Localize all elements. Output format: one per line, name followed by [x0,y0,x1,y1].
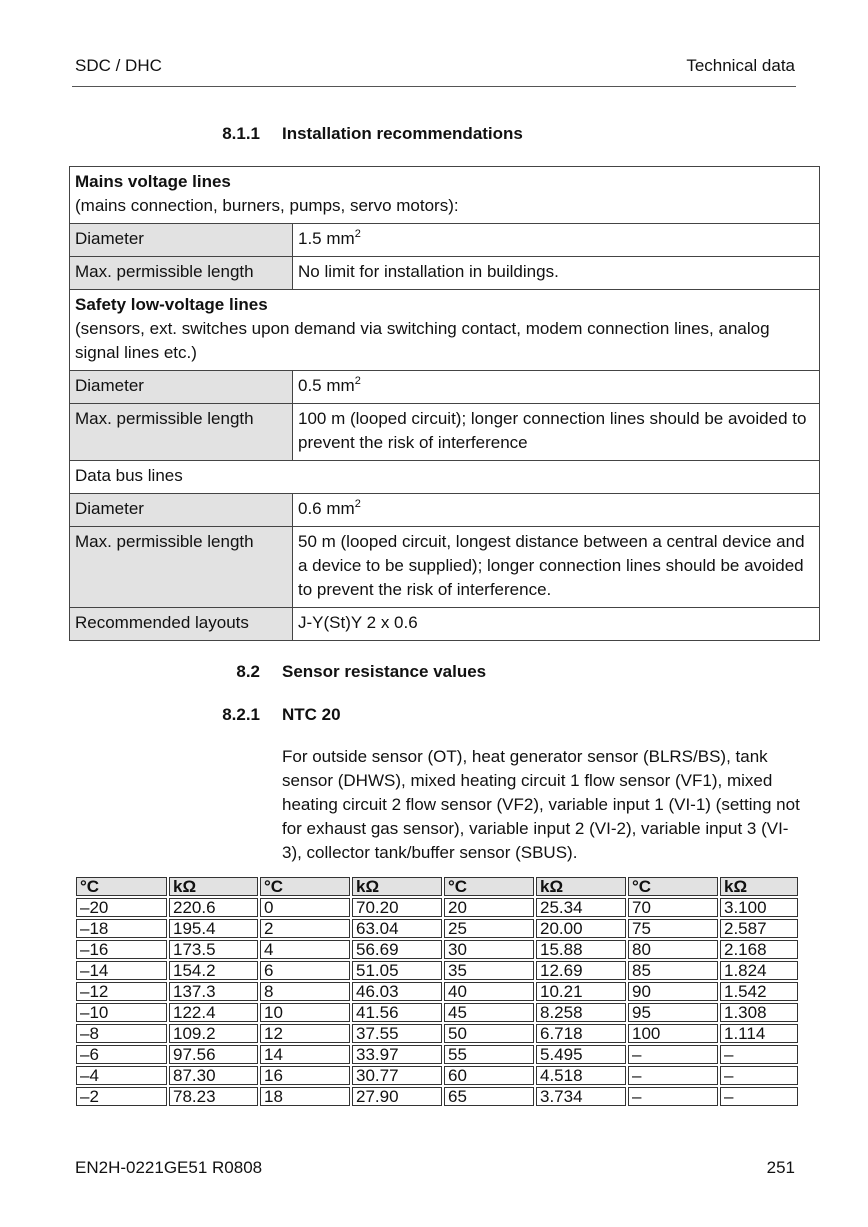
table-cell: 1.308 [720,1003,798,1022]
table-cell: 14 [260,1045,350,1064]
page-number: 251 [766,1158,795,1177]
table-row [76,1066,798,1085]
table-cell: 63.04 [352,919,442,938]
table-cell: 6 [260,961,350,980]
header-doc-name: SDC / DHC [75,56,162,75]
ntc-header-row [76,877,798,896]
table-row [76,1087,798,1106]
table-cell: – [628,1045,718,1064]
table-cell: 25 [444,919,534,938]
table-cell: –2 [76,1087,167,1106]
safety-note: (sensors, ext. switches upon demand via switching contact, modem connection lines, analog signal lines etc.) [75,319,770,362]
safety-diameter-value: 0.5 mm [298,376,355,395]
table-row [76,898,798,917]
bus-length-label: Max. permissible length [70,527,293,608]
safety-title: Safety low-voltage lines [75,295,268,314]
table-cell: 109.2 [169,1024,258,1043]
footer-doc-code: EN2H-0221GE51 R0808 [75,1158,263,1177]
bus-title: Data bus lines [70,461,820,494]
table-cell: 10 [260,1003,350,1022]
mains-note: (mains connection, burners, pumps, servo motors): [75,196,459,215]
table-cell: 30.77 [352,1066,442,1085]
table-cell: 60 [444,1066,534,1085]
table-cell: –10 [76,1003,167,1022]
table-cell: – [628,1066,718,1085]
bus-diameter-label: Diameter [70,494,293,527]
table-cell: –12 [76,982,167,1001]
mains-diameter-value: 1.5 mm [298,229,355,248]
table-cell: 1.824 [720,961,798,980]
table-row [70,608,820,641]
safety-diameter-sup: 2 [354,375,361,387]
table-row [76,961,798,980]
table-cell: –14 [76,961,167,980]
table-cell: – [720,1045,798,1064]
table-cell: –6 [76,1045,167,1064]
ntc-header-cell: kΩ [352,877,442,896]
table-cell: –18 [76,919,167,938]
bus-layouts-value: J-Y(St)Y 2 x 0.6 [293,608,820,641]
safety-diameter-value-cell [293,371,820,404]
table-cell: 50 [444,1024,534,1043]
table-cell: 85 [628,961,718,980]
table-row [76,982,798,1001]
table-cell: 25.34 [536,898,626,917]
table-cell: 45 [444,1003,534,1022]
ntc-resistance-table [74,875,800,1108]
section-82-number: 8.2 [236,662,260,681]
table-cell: –4 [76,1066,167,1085]
mains-diameter-label: Diameter [70,224,293,257]
ntc-header-cell: kΩ [720,877,798,896]
table-cell: 27.90 [352,1087,442,1106]
table-cell: 37.55 [352,1024,442,1043]
safety-diameter-label: Diameter [70,371,293,404]
table-cell: 195.4 [169,919,258,938]
table-cell: 173.5 [169,940,258,959]
table-cell: 6.718 [536,1024,626,1043]
mains-section-cell [70,167,820,224]
section-811-title: Installation recommendations [282,124,523,143]
table-cell: 30 [444,940,534,959]
table-cell: 80 [628,940,718,959]
table-cell: 16 [260,1066,350,1085]
table-row [70,527,820,608]
header-chapter: Technical data [686,56,795,75]
table-cell: 154.2 [169,961,258,980]
table-row [70,371,820,404]
safety-length-value: 100 m (looped circuit); longer connection lines should be avoided to prevent the risk of interference [293,404,820,461]
bus-diameter-value: 0.6 mm [298,499,355,518]
ntc-body [76,898,798,1106]
mains-section-row [70,167,820,224]
table-row [76,1003,798,1022]
table-cell: 65 [444,1087,534,1106]
safety-section-row [70,290,820,371]
table-cell: 10.21 [536,982,626,1001]
ntc-header-cell: °C [444,877,534,896]
ntc-description: For outside sensor (OT), heat generator sensor (BLRS/BS), tank sensor (DHWS), mixed heating circuit 1 flow sensor (VF1), mixed heating circuit 2 flow sensor (VF2), variable input 1 (VI-1) (setting not for exhaust gas sensor), variable input 2 (VI-2), variable input 3 (VI-3), collector tank/buffer sensor (SBUS). [282,747,800,862]
table-cell: 12 [260,1024,350,1043]
table-cell: –20 [76,898,167,917]
bus-diameter-value-cell [293,494,820,527]
mains-diameter-sup: 2 [354,228,361,240]
section-821-title: NTC 20 [282,705,341,724]
table-cell: 51.05 [352,961,442,980]
table-row [76,940,798,959]
table-row [70,224,820,257]
table-cell: 18 [260,1087,350,1106]
table-cell: 3.100 [720,898,798,917]
table-cell: 41.56 [352,1003,442,1022]
table-cell: 2 [260,919,350,938]
table-row [76,1045,798,1064]
table-cell: 8.258 [536,1003,626,1022]
table-cell: – [628,1087,718,1106]
table-cell: 3.734 [536,1087,626,1106]
section-811-number: 8.1.1 [222,124,260,143]
table-cell: 4.518 [536,1066,626,1085]
table-cell: 8 [260,982,350,1001]
table-cell: 90 [628,982,718,1001]
table-cell: 35 [444,961,534,980]
table-cell: –16 [76,940,167,959]
header-divider [72,86,796,87]
table-cell: 122.4 [169,1003,258,1022]
table-cell: 1.542 [720,982,798,1001]
section-821-number: 8.2.1 [222,705,260,724]
table-cell: 2.168 [720,940,798,959]
mains-diameter-value-cell [293,224,820,257]
table-cell: 95 [628,1003,718,1022]
bus-diameter-sup: 2 [354,498,361,510]
table-row [76,919,798,938]
mains-title: Mains voltage lines [75,172,231,191]
table-row [70,404,820,461]
table-cell: 75 [628,919,718,938]
table-cell: 20.00 [536,919,626,938]
table-cell: 33.97 [352,1045,442,1064]
table-cell: 56.69 [352,940,442,959]
bus-layouts-label: Recommended layouts [70,608,293,641]
table-cell: 12.69 [536,961,626,980]
table-cell: 70 [628,898,718,917]
table-cell: 5.495 [536,1045,626,1064]
table-cell: 2.587 [720,919,798,938]
table-cell: –8 [76,1024,167,1043]
safety-section-cell [70,290,820,371]
table-cell: 20 [444,898,534,917]
table-cell: 100 [628,1024,718,1043]
table-cell: 70.20 [352,898,442,917]
table-cell: 46.03 [352,982,442,1001]
table-cell: 40 [444,982,534,1001]
table-cell: 220.6 [169,898,258,917]
table-cell: – [720,1066,798,1085]
table-cell: 55 [444,1045,534,1064]
section-82-title: Sensor resistance values [282,662,487,681]
table-row [76,1024,798,1043]
table-cell: 15.88 [536,940,626,959]
table-cell: 78.23 [169,1087,258,1106]
table-cell: 97.56 [169,1045,258,1064]
ntc-header-cell: kΩ [169,877,258,896]
table-cell: 137.3 [169,982,258,1001]
table-cell: 87.30 [169,1066,258,1085]
ntc-header-cell: kΩ [536,877,626,896]
safety-length-label: Max. permissible length [70,404,293,461]
table-row [70,257,820,290]
table-cell: – [720,1087,798,1106]
table-cell: 0 [260,898,350,917]
mains-length-label: Max. permissible length [70,257,293,290]
mains-length-value: No limit for installation in buildings. [293,257,820,290]
table-row [70,494,820,527]
ntc-header-cell: °C [260,877,350,896]
ntc-header-cell: °C [76,877,167,896]
bus-length-value: 50 m (looped circuit, longest distance between a central device and a device to be supplied); longer connection lines should be avoided to prevent the risk of interference. [293,527,820,608]
bus-section-row [70,461,820,494]
table-cell: 1.114 [720,1024,798,1043]
ntc-header-cell: °C [628,877,718,896]
installation-table [69,166,820,641]
table-cell: 4 [260,940,350,959]
